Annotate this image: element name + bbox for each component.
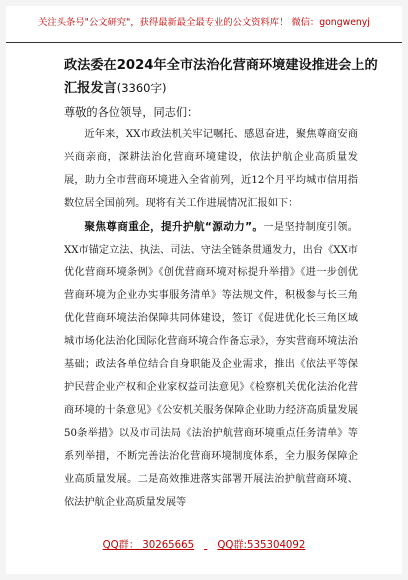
document-page xyxy=(6,6,402,574)
paragraph-section-1 xyxy=(64,216,358,515)
title-word-count: (3360字) xyxy=(116,81,167,95)
document-title xyxy=(64,55,390,100)
footer-qq-group-2: QQ群:535304092 xyxy=(217,540,306,551)
section-text: 一是坚持制度引领。XX市锚定立法、执法、司法、守法全链条贯通发力，出台《XX市优化营商环境条例》《创优营商环境对标提升举措》《进一步创优营商环境为企业办实事服务清单》等法规文件，积极参与长三角优化营商环境法治保障共同体建设，签订《促进优化长三角区域城市场化法治化国际化营商环境合作备忘录》，夯实营商环境法治基础；政法各单位结合自身职能及企业需求，推出《依法平等保护民营企业产权和企业家权益司法意见》《检察机关优化法治化营商环境的十条意见》《公安机关服务保障企业助力经济高质量发展50条举措》以及市司法局《法治护航营商环境重点任务清单》等系列举措，不断完善法治化营商环境制度体系，全力服务保障企业高质量发展。二是高效推进落实部署开展法治护航营商环境、依法护航企业高质量发展等 xyxy=(64,221,358,508)
title-main: 政法委在2024年全市法治化营商环境建设推进会上的汇报发言 xyxy=(64,58,378,96)
section-heading: 聚焦尊商重企，提升护航“源动力”。 xyxy=(84,220,264,233)
page-header xyxy=(6,6,402,43)
header-promo-text: 关注头条号"公文研究"，获得最新最全最专业的公文资料库！ 微信：gongwenyj xyxy=(38,17,370,28)
document-body xyxy=(64,124,358,514)
paragraph-intro: 近年来，XX市政法机关牢记嘱托、感恩奋进，聚焦尊商安商兴商亲商，深耕法治化营商环境建设，依法护航企业高质量发展，助力全市营商环境进入全省前列，近12个月平均城市信用指数位居全国前列。现将有关工作进展情况汇报如下： xyxy=(64,129,358,209)
greeting: 尊敬的各位领导，同志们： xyxy=(64,106,199,119)
footer-qq-group-1: QQ群： 30265665 xyxy=(102,540,195,551)
page-footer xyxy=(6,536,402,556)
